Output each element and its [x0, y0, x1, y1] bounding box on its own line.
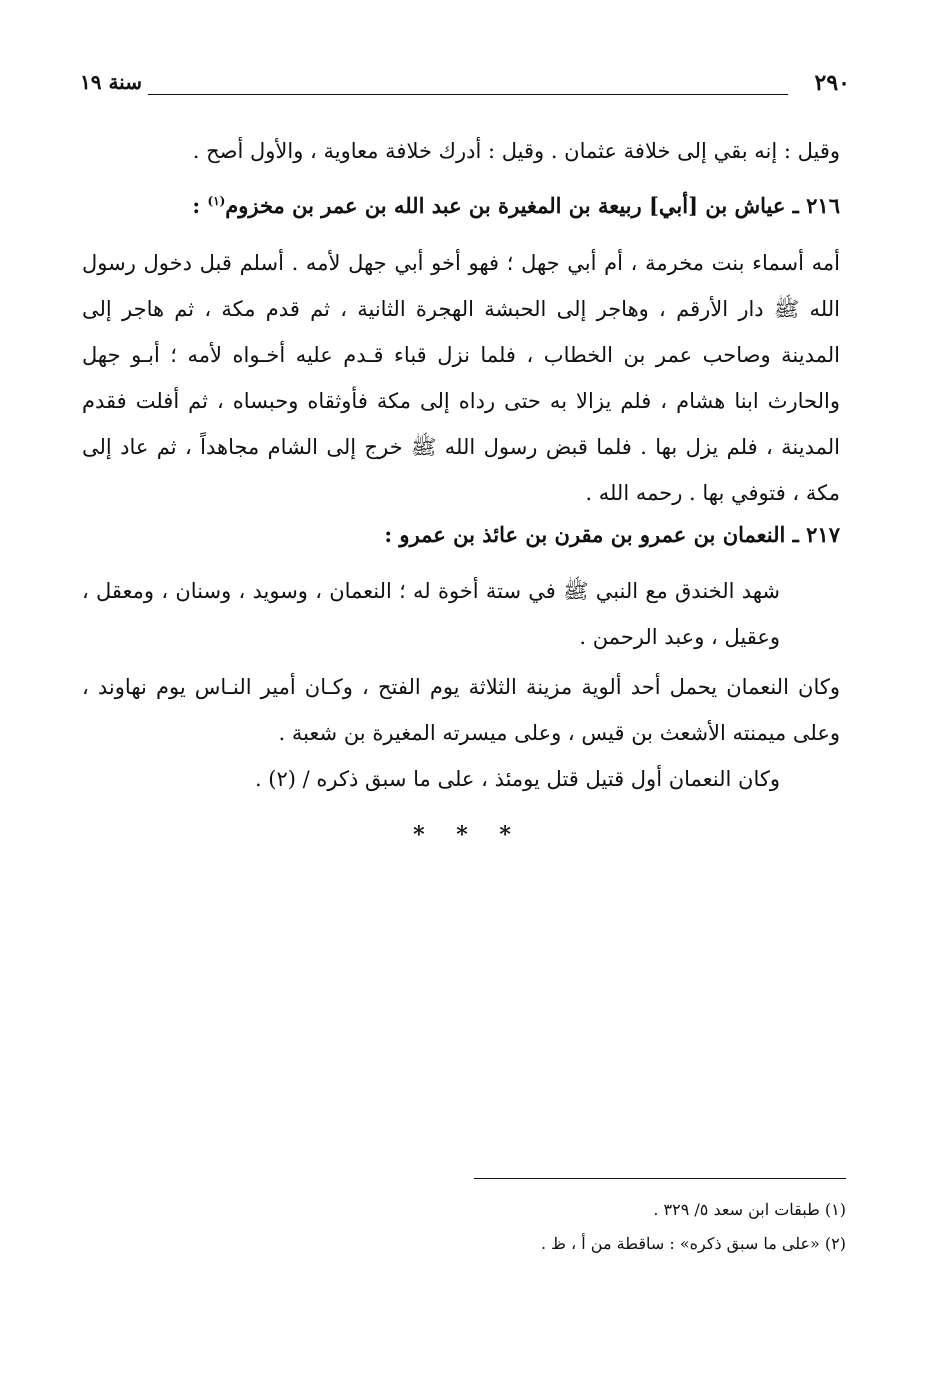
year-label: سنة ١٩ — [80, 70, 142, 94]
entry-216-colon: : — [192, 193, 208, 218]
header-rule — [148, 94, 788, 95]
page-number: ٢٩٠ — [814, 70, 850, 96]
footnote-1: (١) طبقات ابن سعد ٥/ ٣٢٩ . — [653, 1200, 846, 1219]
entry-217-body-1: شهد الخندق مع النبي ﷺ في ستة أخوة له ؛ النعمان ، وسويد ، وسنان ، ومعقل ، وعقيل ، وعبد الرحمن . — [82, 579, 780, 649]
footnote-2: (٢) «على ما سبق ذكره» : ساقطة من أ ، ظ . — [540, 1234, 846, 1253]
entry-217-body-2: وكان النعمان يحمل أحد ألوية مزينة الثلاثة يوم الفتح ، وكـان أمير النـاس يوم نهاوند ، وعلى ميمنته الأشعث بن قيس ، وعلى ميسرته المغيرة بن شعبة . — [82, 675, 840, 745]
footnote-ref-1: (١) — [207, 194, 226, 208]
entry-216-body: أمه أسماء بنت مخرمة ، أم أبي جهل ؛ فهو أخو أبي جهل لأمه . أسلم قبل دخول رسول الله ﷺ دار الأرقم ، وهاجر إلى الحبشة الهجرة الثانية ، ثم قدم مكة ، ثم هاجر إلى المدينة وصاحب عمر بن الخطاب ، فلما نزل قباء قـدم عليه أخـواه لأمه ؛ أبـو جهل والحارث ابنا هشام ، فلم يزالا به حتى رداه إلى مكة فأوثقاه وحبساه ، ثم أفلت فقدم المدينة ، فلم يزل بها . فلما قبض رسول الله ﷺ خرج إلى الشام مجاهداً ، ثم عاد إلى مكة ، فتوفي بها . رحمه الله . — [82, 251, 840, 505]
entry-216-heading — [82, 178, 840, 229]
section-separator: * * * — [413, 822, 523, 848]
intro-paragraph: وقيل : إنه بقي إلى خلافة عثمان . وقيل : أدرك خلافة معاوية ، والأول أصح . — [192, 139, 840, 163]
entry-217-body-3: وكان النعمان أول قتيل قتل يومئذ ، على ما سبق ذكره / (٢) . — [254, 767, 780, 791]
footnote-rule — [474, 1178, 846, 1179]
entry-217-heading: ٢١٧ ـ النعمان بن عمرو بن مقرن بن عائذ بن عمرو : — [384, 522, 840, 547]
page-header — [80, 68, 850, 108]
entry-216-title: ٢١٦ ـ عياش بن [أبي] ربيعة بن المغيرة بن عبد الله بن عمر بن مخزوم — [225, 193, 840, 218]
footnotes — [300, 1193, 846, 1261]
